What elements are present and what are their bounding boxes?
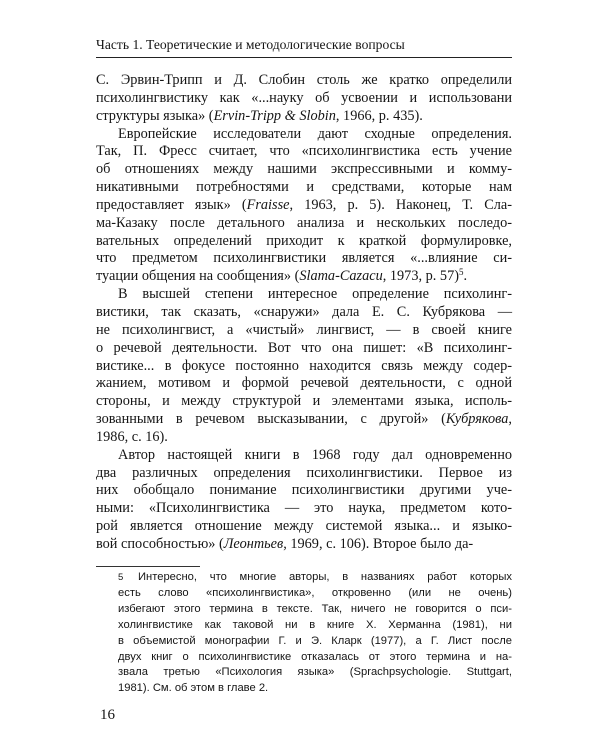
text-run: , 1969, с. 106). Второе было да- [283,535,474,552]
citation-author: Кубрякова [445,411,509,428]
text-line [96,447,512,465]
text-line [96,179,512,197]
footnote-line [118,586,512,602]
footnote-text: двух книг о психолингвистике отказалась от этого термина и на- [118,650,512,663]
text-run: С. Эрвин-Трипп и Д. Слобин столь же кратко определили [96,72,512,88]
text-run: вательных определений приходит к краткой формулировке, [96,232,512,249]
text-run: ма-Казаку после детального анализа и нескольких последо- [96,214,512,231]
text-run: вой способностью» ( [96,535,224,552]
text-run: о речевой деятельности. Вот что она пишет: «В психолинг- [96,339,512,356]
footnote-marker: 5 [118,572,124,583]
text-line [96,358,512,376]
text-line [96,90,512,108]
text-run: стороны, и между структурой и элементами языка, исполь- [96,393,512,410]
text-run: два различных определения психолингвистики. Первое из [96,464,512,481]
text-run: , 1963, p. 5). Наконец, Т. Сла- [289,196,512,213]
text-run: Так, П. Фресс считает, что «психолингвистика есть учение [96,143,512,160]
text-run: рой является отношение между системой языка... и языко- [96,518,512,535]
text-run: зованными в речевом высказывании, с другой» ( [96,411,446,428]
text-line [96,233,512,251]
footnote-line [118,650,512,666]
text-line [96,215,512,233]
paragraph [96,286,512,447]
text-line [96,411,512,429]
page-number: 16 [100,707,115,723]
text-line [96,465,512,483]
paragraph [96,447,512,554]
body-text [96,72,512,554]
text-line [96,340,512,358]
footnote-line [118,618,512,634]
text-line [96,126,512,144]
text-line [96,322,512,340]
footnote-line [118,681,512,697]
text-run: структуры языка» ( [96,107,214,124]
footnote-reference: 5 [458,267,464,278]
text-line [96,108,512,126]
text-run: вистики, так сказать, «снаружи» дала Е. С. Кубрякова — [96,303,512,320]
text-run: В высшей степени интересное определение психолинг- [118,286,512,303]
text-line [96,518,512,536]
text-run: , 1966, p. 435). [335,107,423,124]
footnote-rule [96,566,200,567]
citation-author: Slama-Cazacu [299,268,383,285]
text-run: ными: «Психолингвистика — это наука, предметом кото- [96,500,512,517]
citation-author: Леонтьев [223,535,284,552]
footnote-text: 1981). См. об этом в главе 2. [118,682,269,695]
text-run: об отношениях между нашими экспрессивными и комму- [96,161,512,178]
text-line [96,286,512,304]
text-run: 1986, с. 16). [96,428,168,445]
text-line [96,161,512,179]
text-run: жанием, мотивом и формой речевой деятельности, с одной [96,375,512,392]
text-run: что предметом психолингвистики является «...влияние си- [96,250,512,267]
text-run: вистике... в фокусе постоянно находится связь между содер- [96,357,512,374]
text-line [96,250,512,268]
text-run: , 1973, p. 57) [382,268,459,285]
citation-author: Fraisse [246,196,290,213]
header-rule [96,57,512,58]
text-run: Европейские исследователи дают сходные определения. [118,125,512,142]
text-line [96,429,512,447]
text-line [96,143,512,161]
paragraph [96,126,512,287]
text-line [96,500,512,518]
footnote-line [118,665,512,681]
footnote-text: холингвистике как таковой ни в книге Х. Херманна (1981), ни [118,618,512,631]
text-run: не психолингвист, а «чистый» лингвист, — в своей книге [96,321,512,338]
paragraph [96,72,512,126]
text-run: психолингвистику как «...науку об усвоении и использовани [96,89,512,106]
text-run: них обобщало понимание психолингвистики другими уче- [96,482,512,499]
footnote-text: избегают этого термина в тексте. Так, ничего не говорится о пси- [118,602,512,615]
citation-author: Ervin-Tripp & Slobin [213,107,336,124]
footnote-text: звала третью «Психология языка» (Sprachpsychologie. Stuttgart, [118,666,512,679]
text-run: , [508,411,512,428]
footnote-line [118,634,512,650]
footnote-line [118,570,512,586]
text-line [96,482,512,500]
text-line [96,375,512,393]
text-line [96,393,512,411]
text-line [96,197,512,215]
footnote-line [118,602,512,618]
text-run: Автор настоящей книги в 1968 году дал одновременно [118,446,512,463]
running-header: Часть 1. Теоретические и методологические вопросы [96,37,405,52]
footnote-text: в объемистой монографии Г. и Э. Кларк (1977), а Г. Лист после [118,634,512,647]
footnote-text: есть слово «психолингвистика», откровенно (или не очень) [118,586,512,599]
text-line [96,536,512,554]
text-run: туации общения на сообщения» ( [96,268,300,285]
text-line [96,268,512,286]
text-line [96,72,512,90]
text-run: предоставляет язык» ( [96,196,247,213]
footnote [118,570,512,697]
footnote-text: Интересно, что многие авторы, в названиях работ которых [138,571,512,583]
text-run: . [463,268,468,285]
text-run: никативными потребностями и средствами, которые нам [96,179,512,196]
text-line [96,304,512,322]
